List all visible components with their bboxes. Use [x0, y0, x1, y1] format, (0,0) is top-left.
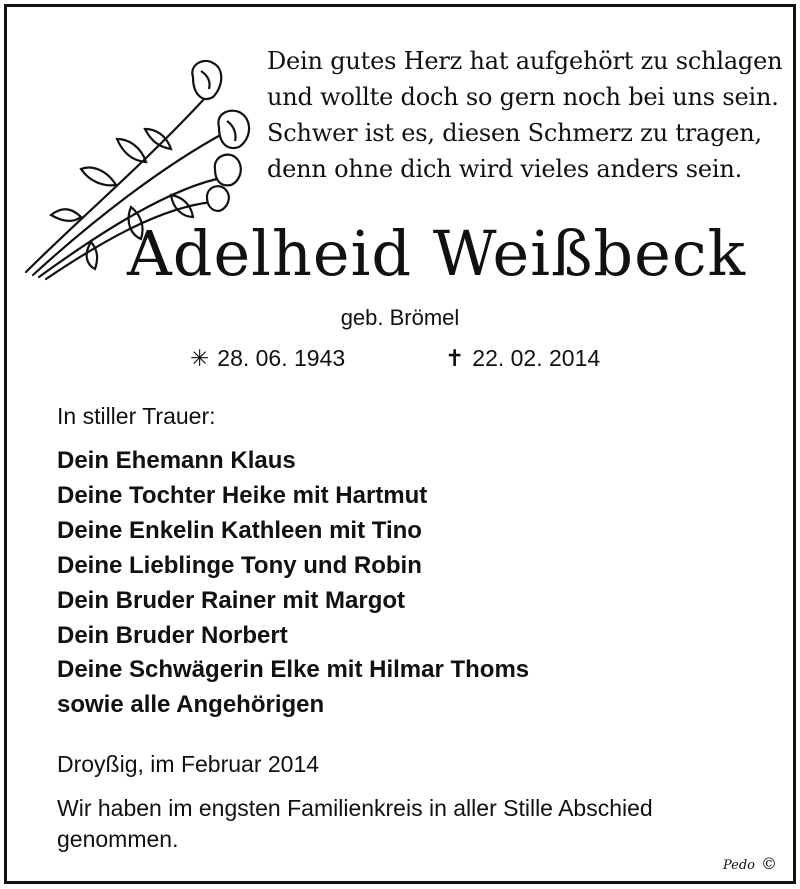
poem-line: denn ohne dich wird vieles anders sein.	[267, 155, 743, 183]
obituary-notice	[4, 4, 796, 884]
poem-line: und wollte doch so gern noch bei uns sein.	[267, 83, 779, 111]
birth-star-icon: ✳	[190, 345, 210, 371]
mourner-item: sowie alle Angehörigen	[57, 691, 325, 719]
death-cross-icon: ✝	[445, 345, 465, 371]
mourner-item: Deine Schwägerin Elke mit Hilmar Thoms	[57, 656, 530, 684]
mourning-label: In stiller Trauer:	[57, 403, 216, 429]
birth-date: 28. 06. 1943	[217, 345, 346, 371]
copyright-icon: ©	[761, 854, 777, 873]
poem-line: Dein gutes Herz hat aufgehört zu schlagen	[267, 47, 783, 75]
poem-line: Schwer ist es, diesen Schmerz zu tragen,	[267, 119, 762, 147]
mourners-list	[57, 444, 529, 723]
mourner-item: Deine Enkelin Kathleen mit Tino	[57, 516, 422, 544]
designer-signature	[723, 854, 777, 873]
poem	[267, 43, 782, 187]
mourner-item: Dein Bruder Norbert	[57, 621, 288, 649]
maiden-name: geb. Brömel	[340, 305, 460, 330]
death-date: 22. 02. 2014	[472, 345, 601, 371]
signature-text: Pedo	[722, 858, 755, 873]
funeral-note: Wir haben im engsten Familienkreis in aller Stille Abschied genommen.	[57, 795, 653, 852]
mourner-item: Dein Bruder Rainer mit Margot	[57, 586, 406, 614]
mourner-item: Deine Lieblinge Tony und Robin	[57, 551, 422, 579]
birth-date-line	[190, 345, 345, 372]
death-date-line	[445, 345, 600, 372]
mourner-item: Dein Ehemann Klaus	[57, 447, 296, 474]
mourner-item: Deine Tochter Heike mit Hartmut	[57, 481, 428, 509]
place-date: Droyßig, im Februar 2014	[57, 751, 320, 777]
deceased-name: Adelheid Weißbeck	[127, 217, 747, 290]
